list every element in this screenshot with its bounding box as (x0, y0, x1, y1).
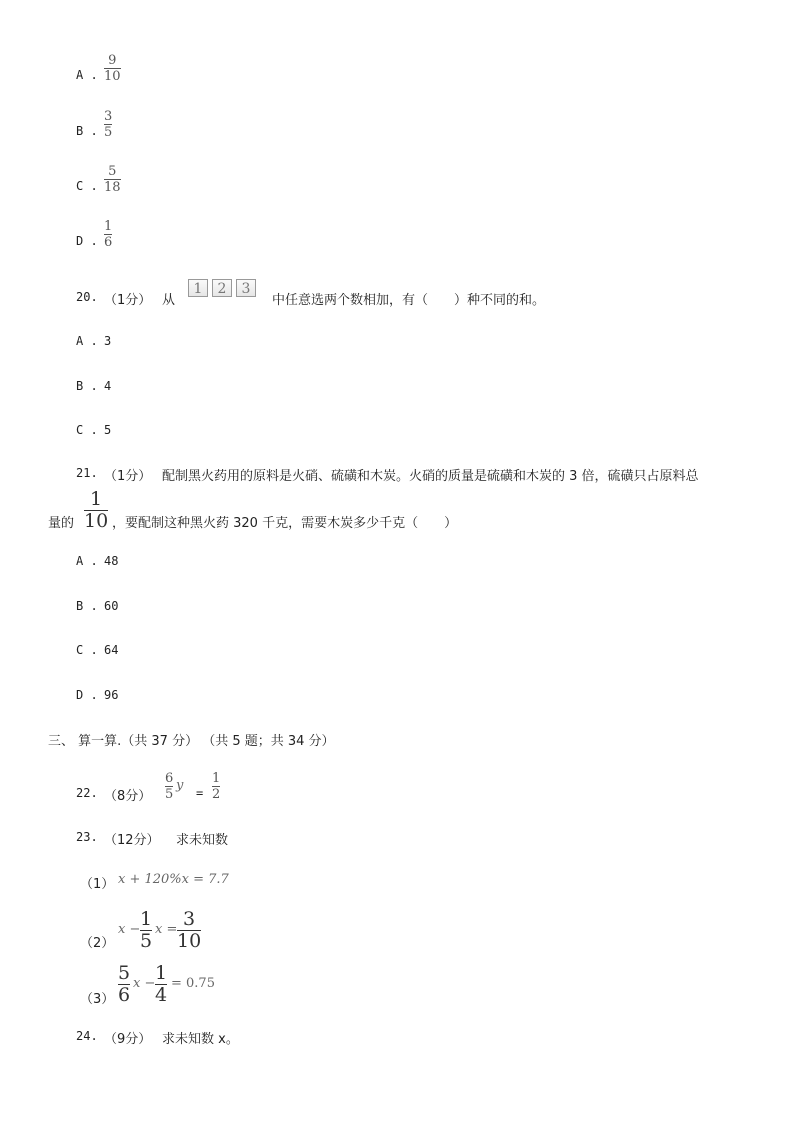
fraction: 5 18 (104, 164, 121, 195)
fraction: 1 10 (84, 488, 109, 532)
question-score: （8分） (104, 789, 152, 804)
option-value: 60 (104, 599, 119, 613)
fraction: 3 10 (177, 908, 202, 952)
digit-card: 1 (188, 279, 208, 297)
fraction: 1 4 (155, 962, 168, 1006)
option-label: C . (76, 179, 98, 193)
digit-card: 2 (212, 279, 232, 297)
question-prefix: 从 (162, 293, 176, 308)
equation-term: = 0.75 (171, 976, 215, 991)
equation-term: x − (118, 922, 141, 937)
equals-sign: = (196, 786, 204, 800)
question-title: 求未知数 (176, 833, 229, 848)
question-number: 20. (76, 290, 98, 304)
option-label: C . (76, 423, 98, 437)
option-label: A . (76, 334, 98, 348)
section-title: 三、 算一算.（共 37 分） （共 5 题；共 34 分） (48, 734, 335, 749)
part-label: （2） (80, 936, 115, 951)
question-text: 量的 (48, 516, 75, 531)
question-text: ，要配制这种黑火药 320 千克，需要木炭多少千克（ ） (112, 516, 458, 531)
option-label: A . (76, 68, 98, 82)
option-label: B . (76, 124, 98, 138)
fraction: 1 6 (104, 219, 113, 250)
option-value: 96 (104, 688, 119, 702)
question-text: 中任意选两个数相加，有（ ）种不同的和。 (272, 293, 546, 308)
part-label: （3） (80, 992, 115, 1007)
equation-term: x = (155, 922, 178, 937)
part-label: （1） (80, 877, 115, 892)
equation: x + 120%x = 7.7 (118, 872, 229, 887)
question-number: 23. (76, 830, 98, 844)
question-number: 24. (76, 1029, 98, 1043)
question-text: 配制黑火药用的原料是火硝、硫磺和木炭。火硝的质量是硫磺和木炭的 3 倍，硫磺只占原料总 (162, 469, 699, 484)
option-value: 48 (104, 554, 119, 568)
question-title: 求未知数 x。 (162, 1032, 239, 1047)
fraction: 1 2 (212, 771, 221, 802)
question-score: （9分） (104, 1032, 152, 1047)
option-label: A . (76, 554, 98, 568)
variable: y (176, 778, 184, 793)
option-label: B . (76, 379, 98, 393)
fraction: 6 5 (165, 771, 174, 802)
question-number: 21. (76, 466, 98, 480)
option-label: D . (76, 234, 98, 248)
fraction: 3 5 (104, 109, 113, 140)
fraction: 9 10 (104, 53, 121, 84)
digit-card: 3 (236, 279, 256, 297)
option-label: B . (76, 599, 98, 613)
option-label: C . (76, 643, 98, 657)
fraction: 5 6 (118, 962, 131, 1006)
question-score: （12分） (104, 833, 160, 848)
question-number: 22. (76, 786, 98, 800)
option-value: 4 (104, 379, 112, 393)
equation-term: x − (133, 976, 156, 991)
fraction: 1 5 (140, 908, 153, 952)
option-value: 3 (104, 334, 112, 348)
question-score: （1分） (104, 469, 152, 484)
option-value: 64 (104, 643, 119, 657)
option-label: D . (76, 688, 98, 702)
option-value: 5 (104, 423, 112, 437)
question-score: （1分） (104, 293, 152, 308)
